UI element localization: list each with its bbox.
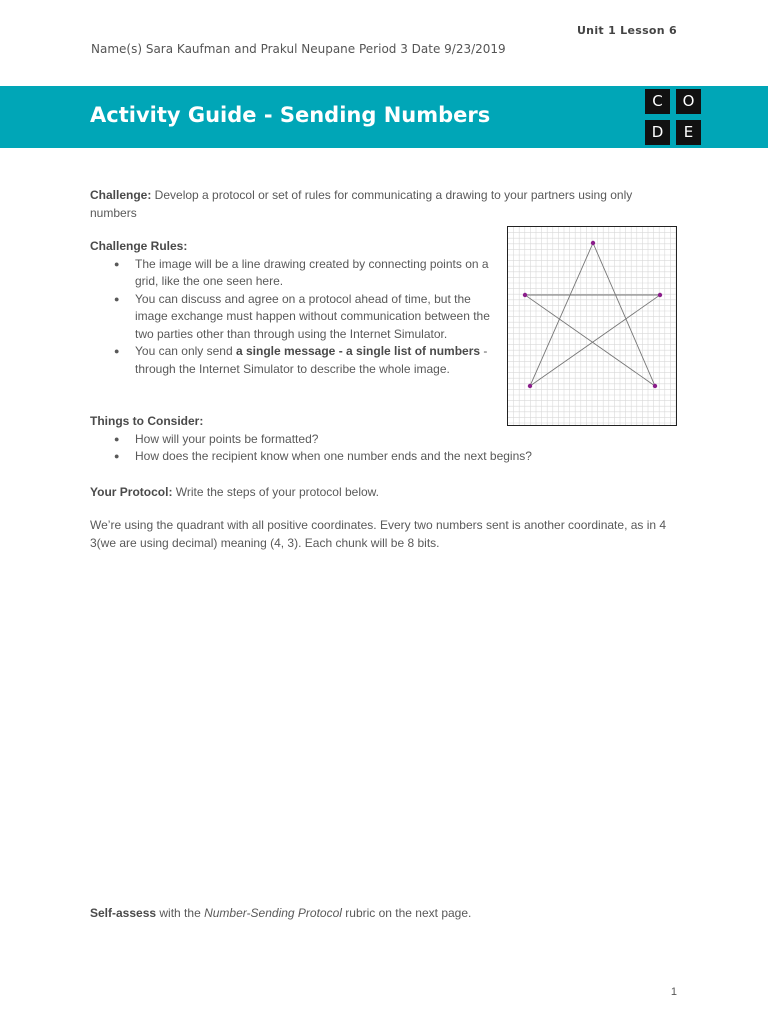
protocol-label: Your Protocol: — [90, 485, 173, 499]
rubric-name: Number-Sending Protocol — [204, 906, 342, 920]
code-logo — [645, 89, 702, 146]
consider-heading: Things to Consider: — [90, 414, 204, 428]
title-banner — [0, 86, 768, 148]
star-point — [653, 384, 657, 388]
names-period-date-line: Name(s) Sara Kaufman and Prakul Neupane Period 3 Date 9/23/2019 — [91, 42, 506, 56]
consider-section — [90, 413, 670, 466]
challenge-label: Challenge: — [90, 188, 152, 202]
bullet-icon: ● — [114, 433, 120, 444]
consider-text: How does the recipient know when one number ends and the next begins? — [135, 449, 532, 463]
rule-text: You can discuss and agree on a protocol ahead of time, but the image exchange must happen without communication between the two parties other than through using the Internet Simulator. — [135, 291, 490, 341]
protocol-answer: We’re using the quadrant with all positive coordinates. Every two numbers sent is another coordinate, as in 4 3(we are using decimal) meaning (4, 3). Each chunk will be 8 bits. — [90, 518, 667, 550]
bullet-icon: ● — [114, 451, 120, 461]
rule-text-pre: You can only send — [135, 344, 236, 358]
logo-letter-e: E — [676, 120, 701, 145]
rule-item — [90, 256, 490, 291]
rule-item — [90, 343, 490, 378]
self-assess-pre: with the — [156, 906, 205, 920]
bullet-icon: ● — [114, 293, 120, 304]
challenge-rules-list — [90, 256, 490, 379]
unit-lesson-label: Unit 1 Lesson 6 — [576, 24, 677, 37]
challenge-rules-section — [90, 238, 490, 378]
rule-text-bold: a single message - a single list of numbers — [235, 344, 481, 358]
logo-letter-c: C — [645, 89, 670, 114]
protocol-instruction: Write the steps of your protocol below. — [172, 485, 380, 499]
challenge-rules-heading: Challenge Rules: — [90, 239, 188, 253]
rule-text-post: - through the Internet Simulator to describe the whole image. — [135, 344, 488, 376]
self-assess-post: rubric on the next page. — [341, 906, 472, 920]
star-point — [591, 241, 595, 245]
page-title: Activity Guide - Sending Numbers — [90, 103, 491, 127]
star-grid-drawing — [508, 227, 676, 425]
star-point — [528, 384, 532, 388]
logo-letter-o: O — [676, 89, 701, 114]
logo-letter-d: D — [645, 120, 670, 145]
protocol-prompt — [90, 484, 670, 502]
consider-item — [90, 448, 670, 466]
consider-list — [90, 431, 670, 466]
challenge-text: Develop a protocol or set of rules for communicating a drawing to your partners using only numbers — [90, 188, 633, 220]
consider-text: How will your points be formatted? — [135, 431, 319, 446]
consider-item — [90, 431, 670, 449]
star-point — [523, 293, 527, 297]
bullet-icon: ● — [114, 346, 120, 356]
challenge-paragraph — [90, 187, 670, 222]
star-point — [658, 293, 662, 297]
page-number: 1 — [670, 986, 677, 998]
rule-text: The image will be a line drawing created by connecting points on a grid, like the one seen here. — [135, 256, 489, 288]
star-outline — [525, 243, 660, 386]
star-grid-figure — [507, 226, 677, 426]
bullet-icon: ● — [114, 258, 120, 269]
self-assess-line — [90, 905, 670, 923]
rule-item — [90, 291, 490, 344]
self-assess-label: Self-assess — [90, 906, 157, 920]
